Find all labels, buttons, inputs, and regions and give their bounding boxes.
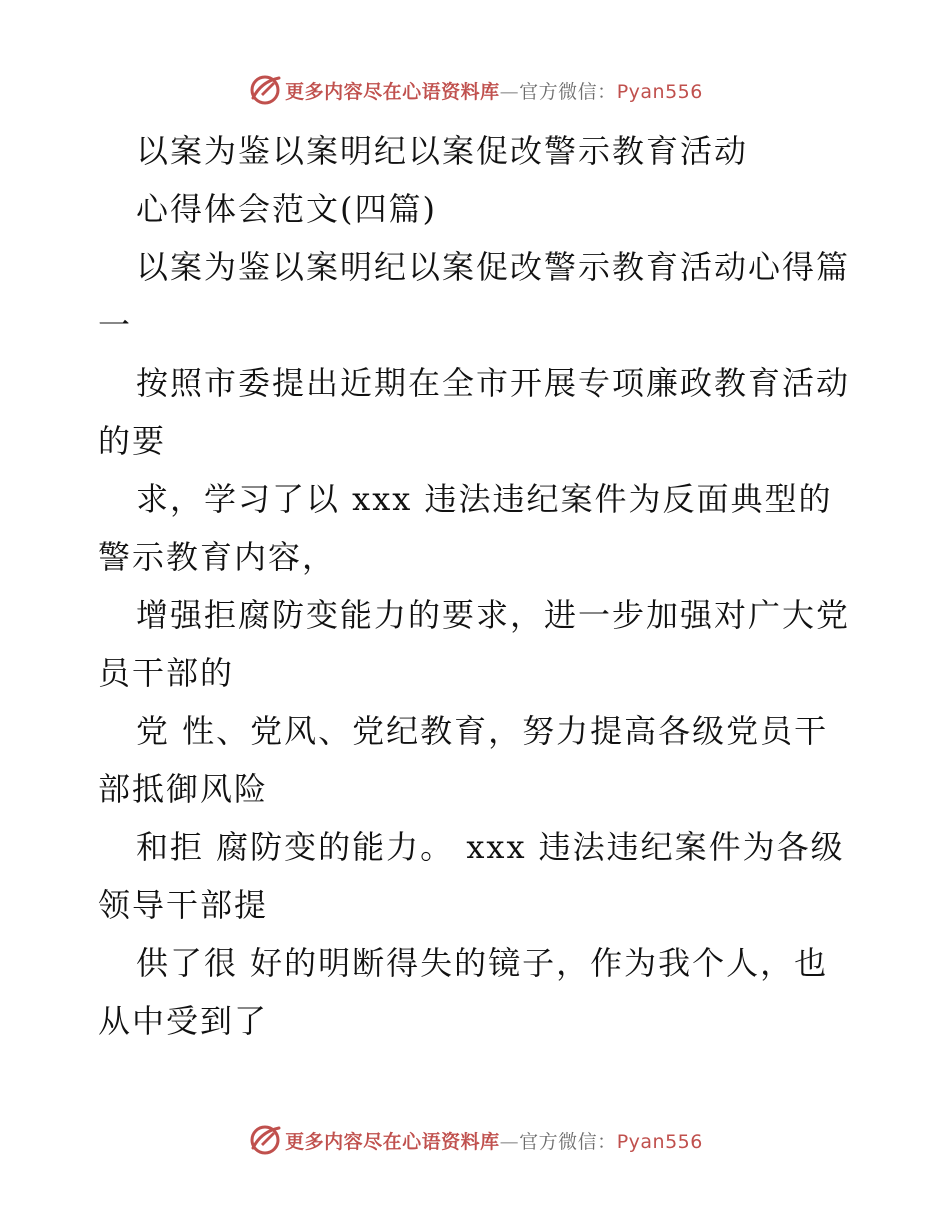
doc-line: 增强拒腐防变能力的要求，进一步加强对广大党	[136, 596, 851, 634]
watermark-wechat-id: Pyan556	[616, 80, 703, 103]
doc-line: 警示教育内容，	[98, 538, 337, 576]
doc-line: 的要	[98, 422, 167, 460]
doc-line: 党 性、党风、党纪教育，努力提高各级党员干	[136, 712, 829, 750]
watermark-official-label: 官方微信：	[519, 80, 617, 103]
doc-line: 供了很 好的明断得失的镜子，作为我个人，也	[136, 944, 829, 982]
doc-line: 按照市委提出近期在全市开展专项廉政教育活动	[136, 364, 851, 402]
doc-line: 从中受到了	[98, 1002, 269, 1040]
doc-line: 部抵御风险	[98, 770, 269, 808]
doc-line: 一	[98, 306, 133, 344]
doc-line: 领导干部提	[98, 886, 269, 924]
doc-line: 以案为鉴以案明纪以案促改警示教育活动心得篇	[136, 248, 851, 286]
footer-watermark	[0, 1120, 950, 1160]
doc-line: 员干部的	[98, 654, 235, 692]
doc-line: 和拒 腐防变的能力。 xxx 违法违纪案件为各级	[136, 828, 845, 866]
watermark-dash: —	[499, 80, 520, 103]
doc-title-line-2: 心得体会范文(四篇)	[136, 190, 437, 228]
watermark-brand: 更多内容尽在心语资料库	[285, 80, 500, 103]
doc-line: 求，学习了以 xxx 违法违纪案件为反面典型的	[136, 480, 833, 518]
watermark-text	[285, 1127, 703, 1154]
document-body	[98, 122, 858, 1050]
watermark-official-label: 官方微信：	[519, 1130, 617, 1153]
pen-flourish-logo-icon	[247, 72, 283, 108]
watermark-brand: 更多内容尽在心语资料库	[285, 1130, 500, 1153]
watermark-text	[285, 77, 703, 104]
doc-title-line-1: 以案为鉴以案明纪以案促改警示教育活动	[136, 132, 749, 170]
pen-flourish-logo-icon	[247, 1122, 283, 1158]
watermark-dash: —	[499, 1130, 520, 1153]
header-watermark	[0, 70, 950, 110]
watermark-wechat-id: Pyan556	[616, 1130, 703, 1153]
